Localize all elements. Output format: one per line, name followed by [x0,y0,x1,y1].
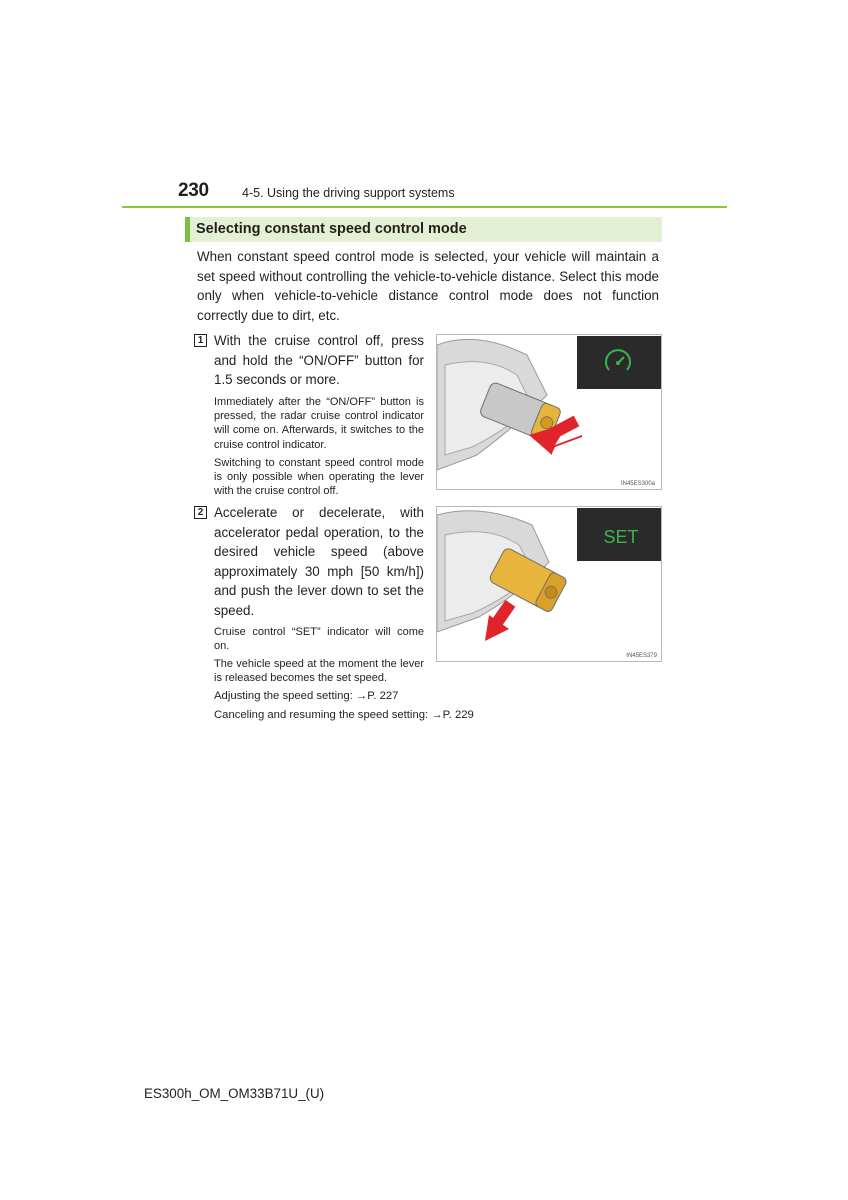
figure-2-illustration [437,507,662,662]
intro-paragraph: When constant speed control mode is selected, your vehicle will maintain a set speed without controlling the vehicle-to-vehicle distance. Select this mode only when vehicle-to-vehicle distance control mode does not function correctly due to dirt, etc. [197,249,659,323]
section-title-accent [185,217,190,242]
step-2-note-1: Cruise control “SET” indicator will come on. [214,626,424,653]
step-1-note-2: Switching to constant speed control mode is only possible when operating the lever with the cruise control off. [214,457,424,498]
figure-2-code: IN45ES379 [626,653,657,659]
figure-1 [436,334,662,490]
step-2-text: Accelerate or decelerate, with accelerator pedal operation, to the desired vehicle speed (above approximately 30 mph [50 km/h]) and push the lever down to set the speed. [214,505,424,618]
figure-1-code: IN45ES300a [620,481,655,487]
step-1-note-1: Immediately after the “ON/OFF” button is pressed, the radar cruise control indicator will come on. Afterwards, it switches to the cruise control indicator. [214,396,424,451]
section-path: 4-5. Using the driving support systems [242,186,455,200]
step-number-2: 2 [194,506,207,519]
figure-1-illustration [437,335,662,490]
section-title: Selecting constant speed control mode [196,221,467,237]
set-indicator-text: SET [603,527,639,547]
step-2-note-2: The vehicle speed at the moment the lever is released becomes the set speed. [214,658,424,685]
step-1-text: With the cruise control off, press and hold the “ON/OFF” button for 1.5 seconds or more. [214,333,424,387]
footer-doc-code: ES300h_OM_OM33B71U_(U) [144,1086,325,1101]
figure-2 [436,506,662,662]
header-rule [122,206,727,208]
step-2-note-4: Canceling and resuming the speed setting: →P. 229 [214,709,474,721]
step-2-note-3: Adjusting the speed setting: →P. 227 [214,690,399,702]
step-number-1: 1 [194,334,207,347]
page-number: 230 [178,180,209,201]
